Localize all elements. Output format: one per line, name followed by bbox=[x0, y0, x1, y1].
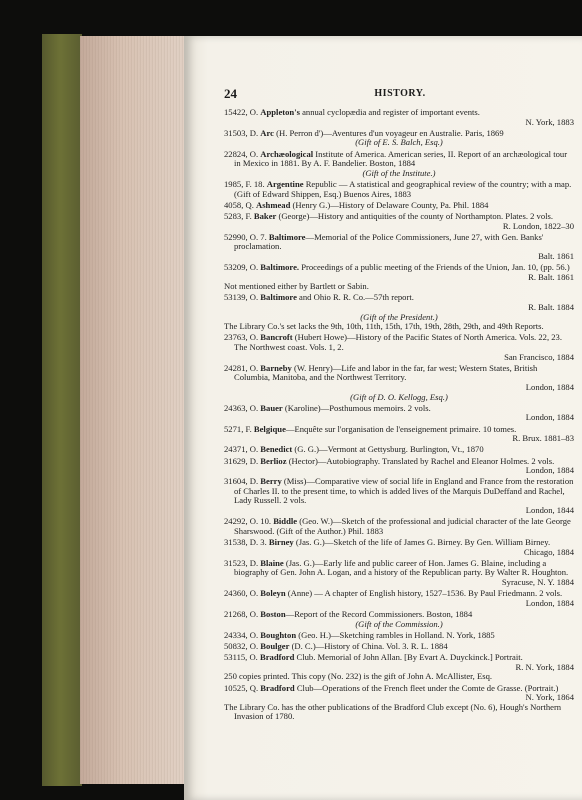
entry-text: (Jas. G.)—Early life and public career of Hon. James G. Blaine, including a biography of Gen. John A. Logan, and a history of the Republican party. By Walter R. Houghton. bbox=[234, 557, 569, 578]
entry-place-date: R. London, 1822–30 bbox=[502, 220, 574, 231]
entry-place-date: London, 1884 bbox=[525, 381, 574, 392]
entry-text: (Miss)—Comparative view of social life in England and France from the restoration of Charles II. to the present time, to which is added lives of the Marquis DuDeffand and Rachel, Lady Russell. 2 vols. bbox=[234, 476, 574, 506]
catalog-entry bbox=[224, 150, 574, 179]
entry-number: 53139, O. bbox=[224, 292, 259, 303]
entry-heading: Berry bbox=[260, 476, 282, 487]
entry-number: 24363, O. bbox=[224, 402, 259, 413]
entry-heading: Boleyn bbox=[260, 588, 286, 599]
entry-text: (W. Henry)—Life and labor in the far, far west; Western States, British Columbia, Manitoba, and the Northwest Territory. bbox=[234, 362, 538, 383]
catalog-entry bbox=[224, 404, 574, 423]
entry-number: 31503, D. bbox=[224, 127, 259, 138]
catalog-entry bbox=[224, 293, 574, 331]
book-cover-spine bbox=[42, 34, 82, 786]
entry-number: 15422, O. bbox=[224, 107, 259, 117]
entry-place-date: London, 1884 bbox=[525, 465, 574, 476]
catalog-entry bbox=[224, 364, 574, 402]
catalog-entry bbox=[224, 212, 574, 231]
catalog-entry bbox=[224, 684, 574, 722]
entry-number: 53115, O. bbox=[224, 652, 258, 663]
entry-number: 24334, O. bbox=[224, 629, 259, 640]
entry-heading: Argentine bbox=[266, 178, 304, 189]
entry-place-date: R. Brux. 1881–83 bbox=[512, 433, 574, 444]
entry-heading: Belgique bbox=[253, 423, 286, 434]
entry-heading: Blaine bbox=[260, 557, 284, 568]
entry-note: 250 copies printed. This copy (No. 232) is the gift of John A. McAllister, Esq. bbox=[224, 671, 493, 682]
entry-gift-note: (Gift of the President.) bbox=[360, 311, 438, 322]
entry-number: 50832, O. bbox=[224, 640, 259, 651]
entry-text: (George)—History and antiquities of the county of Northampton. Plates. 2 vols. bbox=[276, 210, 554, 221]
entry-heading: Berlioz bbox=[260, 455, 287, 466]
entry-number: 24371, O. bbox=[224, 444, 259, 455]
catalog-entry bbox=[224, 589, 574, 608]
entry-text: and Ohio R. R. Co.—57th report. bbox=[296, 292, 414, 303]
entry-number: 24281, O. bbox=[224, 362, 259, 373]
catalog-entry bbox=[224, 180, 574, 199]
entry-heading: Bancroft bbox=[260, 332, 293, 343]
entry-place-date: Balt. 1861 bbox=[538, 250, 574, 261]
entry-heading: Barneby bbox=[260, 362, 292, 373]
catalog-entry bbox=[224, 538, 574, 557]
entry-number: 5271, F. bbox=[224, 423, 252, 434]
catalog-entry bbox=[224, 233, 574, 262]
page-header bbox=[224, 86, 576, 102]
entry-gift-note: (Gift of the Institute.) bbox=[362, 167, 436, 178]
entry-text: (Karoline)—Posthumous memoirs. 2 vols. bbox=[282, 402, 431, 413]
entry-note: The Library Co. has the other publications of the Bradford Club except (No. 6), Hough's Northern Invasion of 1780. bbox=[224, 701, 562, 722]
entry-place-date: R. Balt. 1884 bbox=[528, 302, 574, 313]
catalog-entry bbox=[224, 559, 574, 588]
entry-number: 4058, Q. bbox=[224, 199, 254, 210]
entry-text: (H. Perron d')—Aventures d'un voyageur en Australie. Paris, 1869 bbox=[273, 127, 504, 138]
entry-note: Not mentioned either by Bartlett or Sabin. bbox=[224, 281, 369, 292]
entry-heading: Boston bbox=[260, 608, 286, 619]
catalog-entry bbox=[224, 457, 574, 476]
entry-place-date: N. York, 1883 bbox=[525, 116, 574, 127]
entry-number: 23763, O. bbox=[224, 332, 259, 343]
catalog-entry bbox=[224, 477, 574, 515]
entry-text: Republic — A statistical and geographical review of the country; with a map. (Gift of Edward Shippen, Esq.) Buenos Aires, 1883 bbox=[234, 178, 572, 199]
entry-place-date: San Francisco, 1884 bbox=[504, 351, 574, 362]
catalog-entry bbox=[224, 108, 574, 127]
entry-text: (Geo. H.)—Sketching rambles in Holland. N. York, 1885 bbox=[296, 629, 495, 640]
entry-text: (Hector)—Autobiography. Translated by Rachel and Eleanor Holmes. 2 vols. bbox=[286, 455, 555, 466]
catalog-entry bbox=[224, 263, 574, 292]
entry-gift-note: (Gift of the Commission.) bbox=[355, 618, 443, 629]
entry-number: 52990, O. 7. bbox=[224, 231, 267, 242]
entry-number: 24292, O. 10. bbox=[224, 516, 272, 527]
catalog-entry bbox=[224, 333, 574, 362]
catalog-entry bbox=[224, 445, 574, 455]
catalog-entry bbox=[224, 610, 574, 629]
catalog-entry bbox=[224, 631, 574, 641]
entry-text: (G. G.)—Vermont at Gettysburg. Burlington, Vt., 1870 bbox=[292, 444, 484, 455]
entry-place-date: London, 1884 bbox=[525, 597, 574, 608]
entry-heading: Biddle bbox=[273, 516, 298, 527]
catalog-entry bbox=[224, 201, 574, 211]
entry-text: annual cyclopædia and register of important events. bbox=[299, 107, 480, 117]
entry-heading: Baltimore bbox=[268, 231, 306, 242]
entry-place-date: R. N. York, 1884 bbox=[515, 661, 574, 672]
entry-heading: Baltimore bbox=[260, 292, 297, 303]
entry-heading: Baltimore. bbox=[260, 262, 300, 273]
entry-heading: Bradford bbox=[260, 682, 295, 693]
entry-number: 22824, O. bbox=[224, 148, 259, 159]
entry-number: 5283, F. bbox=[224, 210, 252, 221]
entry-heading: Appleton's bbox=[260, 107, 300, 117]
entry-place-date: Syracuse, N. Y. 1884 bbox=[501, 577, 574, 587]
entry-text: Club. Memorial of John Allan. [By Evart A. Duyckinck.] Portrait. bbox=[294, 652, 523, 663]
entry-text: (Hubert Howe)—History of the Pacific States of North America. Vols. 22, 23. The Northwest coast. Vols. 1, 2. bbox=[234, 332, 562, 352]
entry-number: 31604, D. bbox=[224, 476, 259, 487]
entry-heading: Bradford bbox=[259, 652, 295, 663]
entry-text: (D. C.)—History of China. Vol. 3. R. L. 1884 bbox=[289, 640, 448, 651]
entry-text: (Anne) — A chapter of English history, 1527–1536. By Paul Friedmann. 2 vols. bbox=[285, 588, 563, 599]
catalog-entry bbox=[224, 129, 574, 148]
entry-heading: Bauer bbox=[260, 402, 283, 413]
entry-number: 31538, D. 3. bbox=[224, 537, 267, 548]
entry-text: (Geo. W.)—Sketch of the professional and judicial character of the late George Sharswood. (Gift of the Author.) Phil. 1883 bbox=[234, 516, 571, 536]
catalog-entries bbox=[224, 108, 574, 723]
entry-number: 31523, D. bbox=[224, 557, 259, 568]
entry-text: —Enquête sur l'organisation de l'enseignement primaire. 10 tomes. bbox=[285, 423, 517, 434]
entry-heading: Boughton bbox=[260, 629, 297, 640]
page-edges bbox=[80, 36, 184, 784]
entry-gift-note: (Gift of E. S. Balch, Esq.) bbox=[355, 137, 443, 148]
entry-place-date: N. York, 1864 bbox=[525, 692, 574, 703]
entry-heading: Birney bbox=[268, 537, 294, 548]
entry-number: 10525, Q. bbox=[224, 682, 259, 693]
entry-number: 24360, O. bbox=[224, 588, 259, 599]
book-page bbox=[184, 36, 582, 800]
page-number: 24 bbox=[224, 86, 237, 101]
entry-text: —Memorial of the Police Commissioners, June 27, with Gen. Banks' proclamation. bbox=[234, 231, 544, 252]
entry-number: 53209, O. bbox=[224, 262, 259, 273]
entry-gift-note: (Gift of D. O. Kellogg, Esq.) bbox=[350, 391, 448, 402]
entry-text: (Henry G.)—History of Delaware County, Pa. Phil. 1884 bbox=[290, 199, 489, 210]
catalog-entry bbox=[224, 642, 574, 652]
entry-number: 31629, D. bbox=[224, 455, 259, 466]
entry-heading: Baker bbox=[253, 210, 277, 221]
catalog-entry bbox=[224, 425, 574, 444]
catalog-entry bbox=[224, 517, 574, 536]
entry-text: Club—Operations of the French fleet under the Comte de Grasse. (Portrait.) bbox=[294, 682, 559, 693]
entry-heading: Benedict bbox=[260, 444, 293, 455]
entry-text: Proceedings of a public meeting of the Friends of the Union, Jan. 10, (pp. 56.) bbox=[299, 262, 570, 273]
entry-heading: Boulger bbox=[260, 640, 290, 651]
entry-place-date: Chicago, 1884 bbox=[523, 546, 574, 557]
entry-place-date: London, 1844 bbox=[525, 505, 574, 516]
entry-heading: Ashmead bbox=[256, 199, 291, 210]
entry-number: 1985, F. 18. bbox=[224, 178, 265, 189]
catalog-entry bbox=[224, 653, 574, 682]
entry-note: The Library Co.'s set lacks the 9th, 10th, 11th, 15th, 17th, 19th, 28th, 29th, and 49th Reports. bbox=[224, 321, 544, 332]
entry-text: Institute of America. American series, II. Report of an archæological tour in Mexico in 1881. By A. F. Bandelier. Boston, 1884 bbox=[234, 148, 568, 169]
entry-text: —Report of the Record Commissioners. Boston, 1884 bbox=[285, 608, 473, 619]
entry-heading: Archæological bbox=[260, 148, 314, 159]
entry-place-date: R. Balt. 1861 bbox=[528, 271, 574, 282]
entry-place-date: London, 1884 bbox=[525, 412, 574, 423]
running-head: HISTORY. bbox=[374, 88, 426, 99]
entry-heading: Arc bbox=[260, 127, 274, 138]
entry-text: (Jas. G.)—Sketch of the life of James G. Birney. By Gen. William Birney. bbox=[293, 537, 551, 548]
entry-number: 21268, O. bbox=[224, 608, 259, 619]
